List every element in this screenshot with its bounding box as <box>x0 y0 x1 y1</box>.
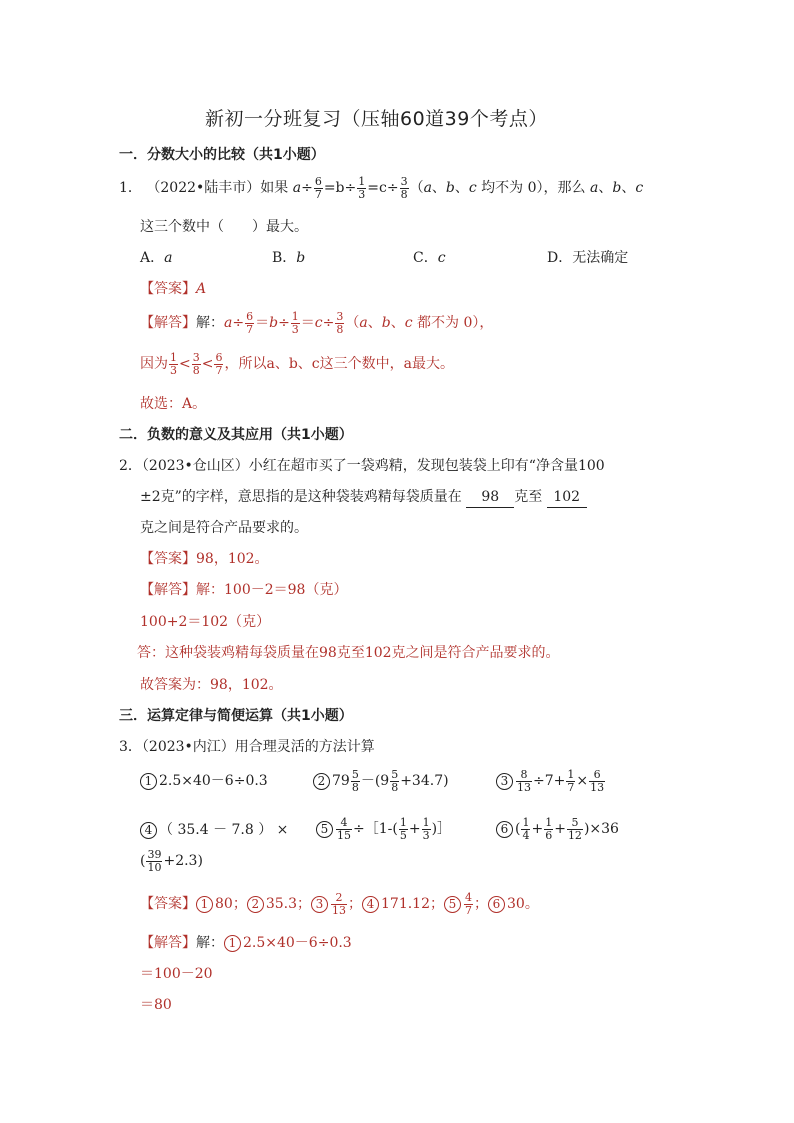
answer-1 <box>140 279 206 299</box>
analysis-tag: 【解答】 <box>140 315 196 331</box>
analysis-2-step-2: 100+2＝102（克） <box>140 614 271 630</box>
blank-1: 98 <box>466 487 514 508</box>
question-1-number: 1． <box>119 180 142 196</box>
option-c: C．c <box>413 250 446 266</box>
expression-4-continued: ( $\frac{39}{10}$ +2.3) <box>140 847 203 874</box>
analysis-3-step-3: ＝80 <box>140 997 172 1013</box>
option-a: A．a <box>140 250 173 266</box>
question-1-source: （2022•陆丰市）如果 <box>146 180 289 196</box>
analysis-1-final: 故选：A。 <box>140 396 207 412</box>
page-title: 新初一分班复习（压轴60道39个考点） <box>205 108 548 130</box>
expression-5: 5 $\frac{4}{15}$ ÷［1-( $\frac{1}{5}$ + $\frac{1}{3}$ )］ <box>316 814 451 844</box>
expression-6: 6 ( $\frac{1}{4}$ + $\frac{1}{6}$ + $\frac{5}{12}$ )×36 <box>496 814 619 844</box>
question-1-line-1 <box>119 174 643 202</box>
analysis-1: 【解答】解：a÷ $\frac{6}{7}$ ＝b÷ $\frac{1}{3}$ ＝c÷ $\frac{3}{8}$ （a、b、c 都不为 0）， <box>140 309 494 336</box>
question-2-line-3: 克之间是符合产品要求的。 <box>140 520 308 536</box>
section-2-heading: 二．负数的意义及其应用（共1小题） <box>119 427 353 443</box>
question-3-number: 3． <box>119 739 142 755</box>
option-b: B．b <box>272 250 306 266</box>
question-2-number: 2． <box>119 458 142 474</box>
expression-2: 2 79 $\frac{5}{8}$ －(9 $\frac{5}{8}$ +34.7) <box>313 766 449 796</box>
answer-3: 【答案】 1 80； 2 35.3； 3 $\frac{2}{13}$ ； 4 171.12； 5 $\frac{4}{7}$ ； 6 30。 <box>140 890 539 917</box>
blank-2: 102 <box>547 487 587 508</box>
question-2-line-2: ±2克”的字样，意思指的是这种袋装鸡精每袋质量在 98 克至 102 <box>140 487 587 508</box>
option-d: D．无法确定 <box>547 250 629 266</box>
question-1-equation: a÷ $\frac{6}{7}$ =b÷ $\frac{1}{3}$ =c÷ $\frac{3}{8}$ （a、b、c 均不为 0），那么 a、b、c <box>292 174 644 201</box>
expression-3: 3 $\frac{8}{13}$ ÷7+ $\frac{1}{7}$ × $\frac{6}{13}$ <box>496 766 606 796</box>
answer-value: A <box>196 281 207 297</box>
question-2-line-1: 2．（2023•仓山区）小红在超市买了一袋鸡精，发现包装袋上印有“净含量100 <box>119 458 605 474</box>
analysis-2-final: 故答案为：98，102。 <box>140 677 283 693</box>
question-1-line-2: 这三个数中（ ）最大。 <box>140 219 308 235</box>
analysis-2-step-1: 【解答】解：100－2＝98（克） <box>140 582 348 598</box>
section-3-heading: 三．运算定律与简便运算（共1小题） <box>119 708 353 724</box>
analysis-3-step-2: ＝100－20 <box>140 966 213 982</box>
analysis-1-compare: 因为 $\frac{1}{3}$ < $\frac{3}{8}$ < $\frac{6}{7}$ ，所以a、b、c这三个数中，a最大。 <box>140 350 454 377</box>
answer-2: 【答案】98，102。 <box>140 551 269 567</box>
analysis-2-reply: 答：这种袋装鸡精每袋质量在98克至102克之间是符合产品要求的。 <box>137 645 560 661</box>
analysis-3-step-1: 【解答】解： 1 2.5×40－6÷0.3 <box>140 935 352 951</box>
section-1-heading: 一．分数大小的比较（共1小题） <box>119 147 325 163</box>
question-3-line-1: 3．（2023•内江）用合理灵活的方法计算 <box>119 739 375 755</box>
answer-tag: 【答案】 <box>140 281 196 297</box>
expression-1: 1 2.5×40－6÷0.3 <box>140 769 268 793</box>
expression-4: 4 （ 35.4 － 7.8 ） × <box>140 818 288 842</box>
